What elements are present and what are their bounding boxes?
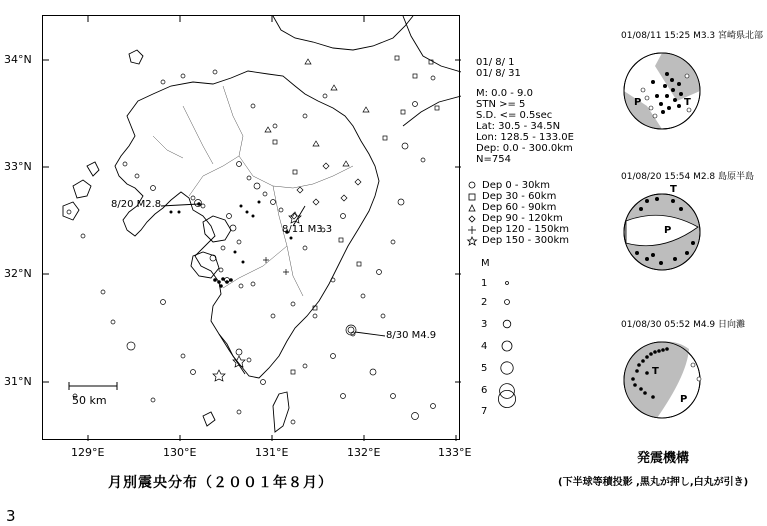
page-number: 3 bbox=[6, 507, 16, 525]
mechanism-header: 01/08/30 05:52 M4.9 bbox=[621, 320, 716, 330]
mag-circle-1 bbox=[506, 282, 509, 285]
mag-circle-3 bbox=[503, 320, 511, 328]
mag-legend-5: 5 bbox=[481, 363, 488, 374]
frame-ticks bbox=[43, 16, 461, 441]
mechanism-title: 発震機構 bbox=[637, 451, 690, 466]
mag-legend-3: 3 bbox=[481, 319, 488, 330]
mag-legend-1: 1 bbox=[481, 278, 488, 289]
lon-label-132: 132°E bbox=[347, 446, 381, 459]
p-axis-label: P bbox=[664, 225, 672, 236]
scale-bar bbox=[69, 382, 117, 390]
depth-legend-1: Dep 30 - 60km bbox=[482, 191, 557, 202]
epicenters-square bbox=[273, 56, 439, 374]
info-date-from: 01/ 8/ 1 bbox=[476, 57, 515, 68]
mag-circle-4 bbox=[502, 341, 512, 351]
epicenter-map bbox=[42, 15, 460, 440]
p-axis-label: P bbox=[680, 394, 688, 405]
annotation-0820: 8/20 M2.8 bbox=[111, 199, 162, 210]
diamond-icon bbox=[469, 216, 475, 222]
depth-legend-4: Dep 120 - 150km bbox=[482, 224, 570, 235]
mag-circle-2 bbox=[505, 300, 510, 305]
mechanism-region: 島原半島 bbox=[718, 172, 755, 182]
square-icon bbox=[469, 194, 475, 200]
info-lat: Lat: 30.5 - 34.5N bbox=[476, 121, 561, 132]
lon-label-131: 131°E bbox=[255, 446, 289, 459]
depth-legend-symbols bbox=[466, 180, 480, 250]
t-axis-label: T bbox=[684, 97, 691, 108]
info-sd: S.D. <= 0.5sec bbox=[476, 110, 553, 121]
beachball-0820 bbox=[617, 187, 707, 277]
coastline bbox=[63, 16, 461, 432]
mag-legend-7: 7 bbox=[481, 406, 488, 417]
map-canvas bbox=[43, 16, 461, 441]
beachball-0830 bbox=[617, 335, 707, 425]
depth-legend-2: Dep 60 - 90km bbox=[482, 202, 557, 213]
mag-legend-circle-7 bbox=[496, 388, 520, 412]
info-dep: Dep: 0.0 - 300.0km bbox=[476, 143, 573, 154]
info-magnitude: M: 0.0 - 9.0 bbox=[476, 88, 533, 99]
lat-label-31: 31°N bbox=[4, 375, 32, 388]
info-count: N=754 bbox=[476, 154, 511, 165]
lon-label-129: 129°E bbox=[71, 446, 105, 459]
epicenters-deep bbox=[265, 59, 369, 219]
t-axis-label: T bbox=[670, 184, 677, 195]
mag-legend-4: 4 bbox=[481, 341, 488, 352]
triangle-icon bbox=[469, 205, 475, 211]
epicenter-clusters bbox=[170, 201, 293, 288]
mag-legend-title: M bbox=[481, 258, 490, 269]
mechanism-region: 日向灘 bbox=[718, 320, 746, 330]
lon-label-133: 133°E bbox=[438, 446, 472, 459]
depth-legend-5: Dep 150 - 300km bbox=[482, 235, 570, 246]
main-title: 月別震央分布（２００１年８月） bbox=[108, 475, 333, 491]
annotation-0830: 8/30 M4.9 bbox=[386, 330, 437, 341]
beachball-0811 bbox=[617, 46, 707, 136]
lat-label-33: 33°N bbox=[4, 160, 32, 173]
mechanism-header: 01/08/11 15:25 M3.3 bbox=[621, 31, 716, 41]
epicenters-shallow bbox=[67, 70, 436, 424]
lon-label-130: 130°E bbox=[163, 446, 197, 459]
prefecture-boundaries bbox=[153, 86, 353, 296]
mag-circle-7 bbox=[498, 390, 515, 407]
mag-circle-5 bbox=[501, 362, 513, 374]
mechanism-note: (下半球等積投影 ,黒丸が押し,白丸が引き) bbox=[558, 477, 749, 488]
info-stn: STN >= 5 bbox=[476, 99, 526, 110]
lat-label-32: 32°N bbox=[4, 267, 32, 280]
scale-label: 50 km bbox=[72, 394, 107, 407]
star-icon bbox=[468, 237, 477, 245]
info-lon: Lon: 128.5 - 133.0E bbox=[476, 132, 574, 143]
mechanism-region: 宮崎県北部 bbox=[718, 31, 764, 41]
info-date-to: 01/ 8/ 31 bbox=[476, 68, 521, 79]
mag-legend-2: 2 bbox=[481, 297, 488, 308]
depth-legend-0: Dep 0 - 30km bbox=[482, 180, 550, 191]
circle-icon bbox=[469, 182, 475, 188]
annotation-0811: 8/11 M3.3 bbox=[282, 224, 333, 235]
lat-label-34: 34°N bbox=[4, 53, 32, 66]
depth-legend-3: Dep 90 - 120km bbox=[482, 213, 563, 224]
mechanism-header: 01/08/20 15:54 M2.8 bbox=[621, 172, 716, 182]
plus-icon bbox=[468, 226, 476, 234]
p-axis-label: P bbox=[634, 97, 642, 108]
mag-legend-6: 6 bbox=[481, 385, 488, 396]
t-axis-label: T bbox=[652, 366, 659, 377]
